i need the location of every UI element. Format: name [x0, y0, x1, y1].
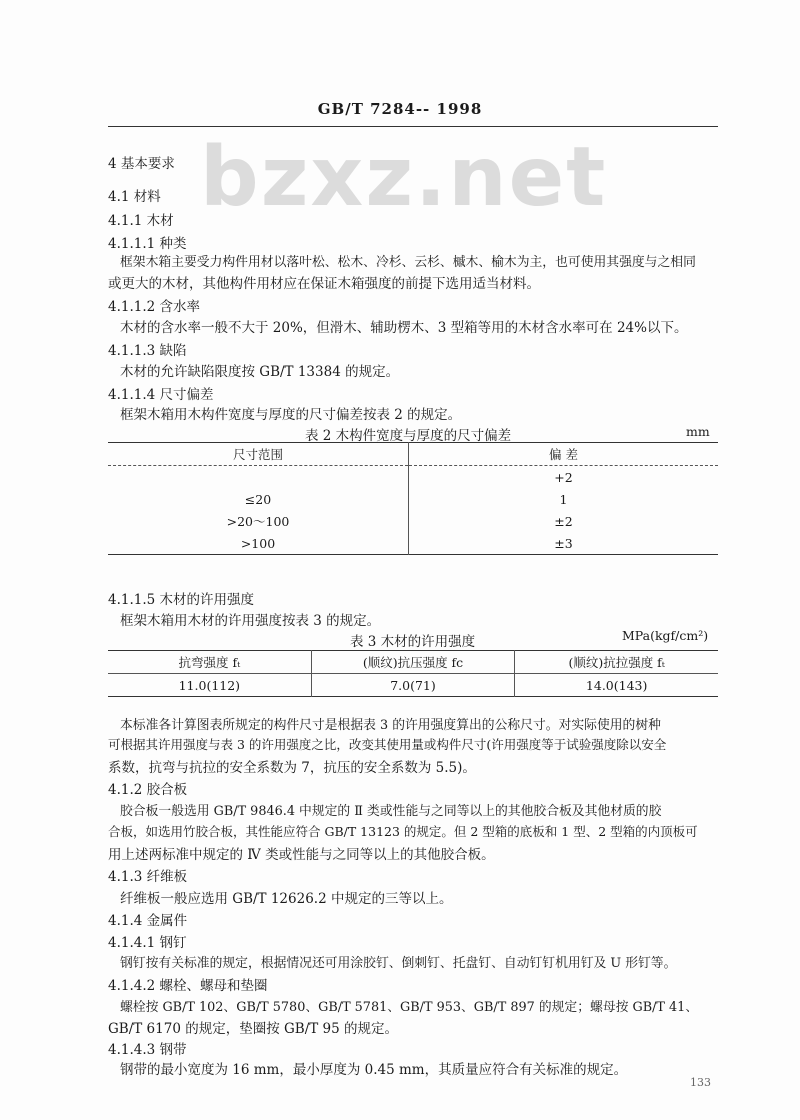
- section-4-1-1-title: 4.1.1 木材: [108, 213, 174, 229]
- paragraph-line: 木材的含水率一般不大于 20%，但滑木、辅助楞木、3 型箱等用的木材含水率可在 24%以下。: [120, 320, 688, 336]
- paragraph-line: 钢带的最小宽度为 16 mm，最小厚度为 0.45 mm，其质量应符合有关标准的规定。: [120, 1062, 628, 1078]
- section-4-1-1-5-title: 4.1.1.5 木材的许用强度: [108, 592, 255, 608]
- paragraph-line: 木材的允许缺陷限度按 GB/T 13384 的规定。: [120, 364, 400, 380]
- paragraph-line: 系数，抗弯与抗拉的安全系数为 7，抗压的安全系数为 5.5)。: [108, 760, 476, 776]
- section-4-1-4-2-title: 4.1.4.2 螺栓、螺母和垫圈: [108, 978, 268, 994]
- paragraph-line: 框架木箱用木材的许用强度按表 3 的规定。: [120, 613, 381, 629]
- table-2-unit: mm: [686, 424, 710, 439]
- table-cell: [108, 466, 409, 489]
- table-cell: +2: [554, 469, 573, 485]
- table-header-cell: 尺寸范围: [108, 443, 409, 466]
- table-header-cell: (顺纹)抗压强度 fc: [311, 651, 515, 674]
- table-cell: >20～100: [108, 510, 409, 532]
- section-4-1-1-1-title: 4.1.1.1 种类: [108, 236, 187, 252]
- table-cell: 7.0(71): [311, 674, 515, 697]
- paragraph-line: 用上述两标准中规定的 Ⅳ 类或性能与之同等以上的其他胶合板。: [108, 847, 495, 863]
- table-row: [108, 532, 718, 555]
- paragraph-line: 纤维板一般应选用 GB/T 12626.2 中规定的三等以上。: [120, 891, 453, 907]
- table-3-unit: MPa(kgf/cm²): [622, 628, 709, 643]
- page-number: 133: [690, 1076, 711, 1089]
- paragraph-line: 本标准各计算图表所规定的构件尺寸是根据表 3 的许用强度算出的公称尺寸。对实际使用的树种: [120, 718, 661, 733]
- table-cell: ≤20: [108, 488, 409, 510]
- paragraph-line: 框架木箱主要受力构件用材以落叶松、松木、冷杉、云杉、槭木、榆木为主，也可使用其强度与之相同: [120, 255, 696, 270]
- table-cell: >100: [108, 532, 409, 555]
- section-4-1-title: 4.1 材料: [108, 189, 161, 205]
- paragraph-line: 或更大的木材，其他构件用材应在保证木箱强度的前提下选用适当材料。: [108, 276, 540, 292]
- section-4-1-1-3-title: 4.1.1.3 缺陷: [108, 343, 187, 359]
- table-2-caption: 表 2 木构件宽度与厚度的尺寸偏差: [305, 428, 512, 444]
- paragraph-line: GB/T 6170 的规定，垫圈按 GB/T 95 的规定。: [108, 1021, 399, 1037]
- table-header-cell: (顺纹)抗拉强度 fₜ: [515, 651, 718, 674]
- section-4-1-1-2-title: 4.1.1.2 含水率: [108, 299, 201, 315]
- table-cell: ±2: [554, 513, 573, 529]
- section-4-1-1-4-title: 4.1.1.4 尺寸偏差: [108, 387, 214, 403]
- paragraph-line: 框架木箱用木构件宽度与厚度的尺寸偏差按表 2 的规定。: [120, 407, 462, 423]
- table-cell: 11.0(112): [178, 677, 241, 693]
- table-header-cell: 抗弯强度 fₜ: [108, 651, 311, 674]
- table-row: [108, 466, 718, 489]
- table-row: [108, 488, 718, 510]
- section-4-1-4-title: 4.1.4 金属件: [108, 913, 188, 929]
- section-4-title: 4 基本要求: [108, 156, 175, 172]
- table-header-cell: 偏 差: [409, 443, 719, 466]
- table-3: [108, 650, 718, 697]
- section-4-1-4-1-title: 4.1.4.1 钢钉: [108, 935, 187, 951]
- paragraph-line: 胶合板一般选用 GB/T 9846.4 中规定的 Ⅱ 类或性能与之同等以上的其他胶合板及其他材质的胶: [120, 804, 662, 819]
- standard-number-header: GB/T 7284-- 1998: [317, 100, 483, 118]
- table-cell: 1: [559, 491, 568, 507]
- table-row: [108, 674, 718, 697]
- section-4-1-3-title: 4.1.3 纤维板: [108, 869, 188, 885]
- paragraph-line: 可根据其许用强度与表 3 的许用强度之比，改变其使用量或构件尺寸(许用强度等于试验强度除以安全: [108, 737, 667, 752]
- table-cell: 14.0(143): [515, 674, 718, 697]
- table-2: [108, 442, 718, 555]
- table-row: [108, 510, 718, 532]
- section-4-1-2-title: 4.1.2 胶合板: [108, 782, 188, 798]
- table-header-row: [108, 443, 718, 466]
- watermark: bzxz.net: [200, 130, 608, 225]
- section-4-1-4-3-title: 4.1.4.3 钢带: [108, 1042, 187, 1058]
- table-header-row: [108, 651, 718, 674]
- table-3-caption: 表 3 木材的许用强度: [350, 634, 476, 650]
- paragraph-line: 合板，如选用竹胶合板，其性能应符合 GB/T 13123 的规定。但 2 型箱的底板和 1 型、2 型箱的内顶板可: [108, 824, 698, 839]
- paragraph-line: 螺栓按 GB/T 102、GB/T 5780、GB/T 5781、GB/T 953、GB/T 897 的规定；螺母按 GB/T 41、: [120, 1000, 699, 1015]
- paragraph-line: 钢钉按有关标准的规定，根据情况还可用涂胶钉、倒刺钉、托盘钉、自动钉钉机用钉及 U 形钉等。: [120, 956, 677, 971]
- table-cell: ±3: [554, 535, 573, 551]
- header-rule: [108, 126, 718, 127]
